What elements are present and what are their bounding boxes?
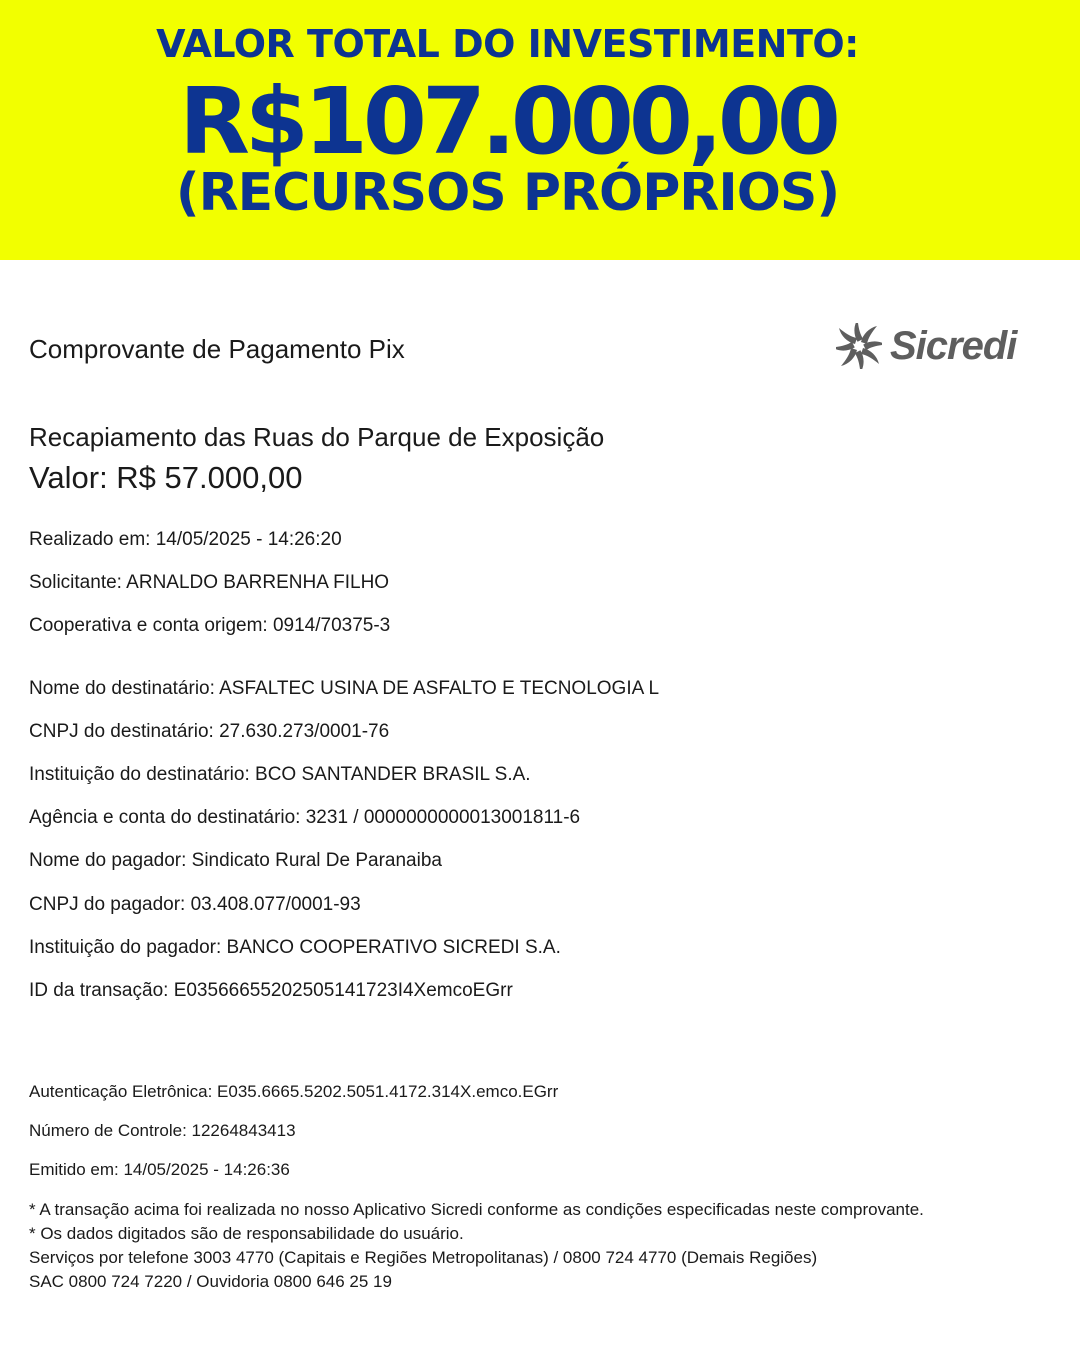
receipt-title: Comprovante de Pagamento Pix xyxy=(29,334,405,364)
sicredi-swirl-icon xyxy=(836,323,882,369)
field-agencia-conta-destinatario: Agência e conta do destinatário: 3231 / 0000000000013001811-6 xyxy=(29,807,581,828)
field-solicitante: Solicitante: ARNALDO BARRENHA FILHO xyxy=(29,572,390,593)
banner-funding-source: (RECURSOS PRÓPRIOS) xyxy=(175,163,840,223)
note-line: Serviços por telefone 3003 4770 (Capitais e Regiões Metropolitanas) / 0800 724 4770 (Demais Regiões) xyxy=(29,1248,818,1267)
note-line: * A transação acima foi realizada no nosso Aplicativo Sicredi conforme as condições especificadas neste comprovante. xyxy=(29,1200,924,1219)
banner-heading: VALOR TOTAL DO INVESTIMENTO: xyxy=(156,22,859,66)
note-line: SAC 0800 724 7220 / Ouvidoria 0800 646 25 19 xyxy=(29,1272,392,1291)
payment-purpose: Recapiamento das Ruas do Parque de Exposição xyxy=(29,422,605,452)
field-cnpj-destinatario: CNPJ do destinatário: 27.630.273/0001-76 xyxy=(29,721,390,742)
sicredi-logo xyxy=(836,320,1036,372)
payment-amount: Valor: R$ 57.000,00 xyxy=(29,460,303,495)
investment-banner xyxy=(0,0,1080,260)
field-autenticacao: Autenticação Eletrônica: E035.6665.5202.5051.4172.314X.emco.EGrr xyxy=(29,1082,559,1101)
note-line: * Os dados digitados são de responsabilidade do usuário. xyxy=(29,1224,464,1243)
field-nome-pagador: Nome do pagador: Sindicato Rural De Paranaiba xyxy=(29,850,442,871)
field-realizado-em: Realizado em: 14/05/2025 - 14:26:20 xyxy=(29,529,342,550)
receipt-notes xyxy=(29,1198,924,1294)
field-conta-origem: Cooperativa e conta origem: 0914/70375-3 xyxy=(29,615,391,636)
sicredi-wordmark: Sicredi xyxy=(890,323,1017,368)
field-emitido-em: Emitido em: 14/05/2025 - 14:26:36 xyxy=(29,1160,290,1179)
field-id-transacao: ID da transação: E03566655202505141723I4XemcoEGrr xyxy=(29,980,513,1001)
field-nome-destinatario: Nome do destinatário: ASFALTEC USINA DE ASFALTO E TECNOLOGIA L xyxy=(29,678,660,699)
field-numero-controle: Número de Controle: 12264843413 xyxy=(29,1121,296,1140)
banner-total-value: R$107.000,00 xyxy=(179,68,836,175)
field-cnpj-pagador: CNPJ do pagador: 03.408.077/0001-93 xyxy=(29,894,361,915)
field-instituicao-pagador: Instituição do pagador: BANCO COOPERATIVO SICREDI S.A. xyxy=(29,937,561,958)
field-instituicao-destinatario: Instituição do destinatário: BCO SANTANDER BRASIL S.A. xyxy=(29,764,531,785)
